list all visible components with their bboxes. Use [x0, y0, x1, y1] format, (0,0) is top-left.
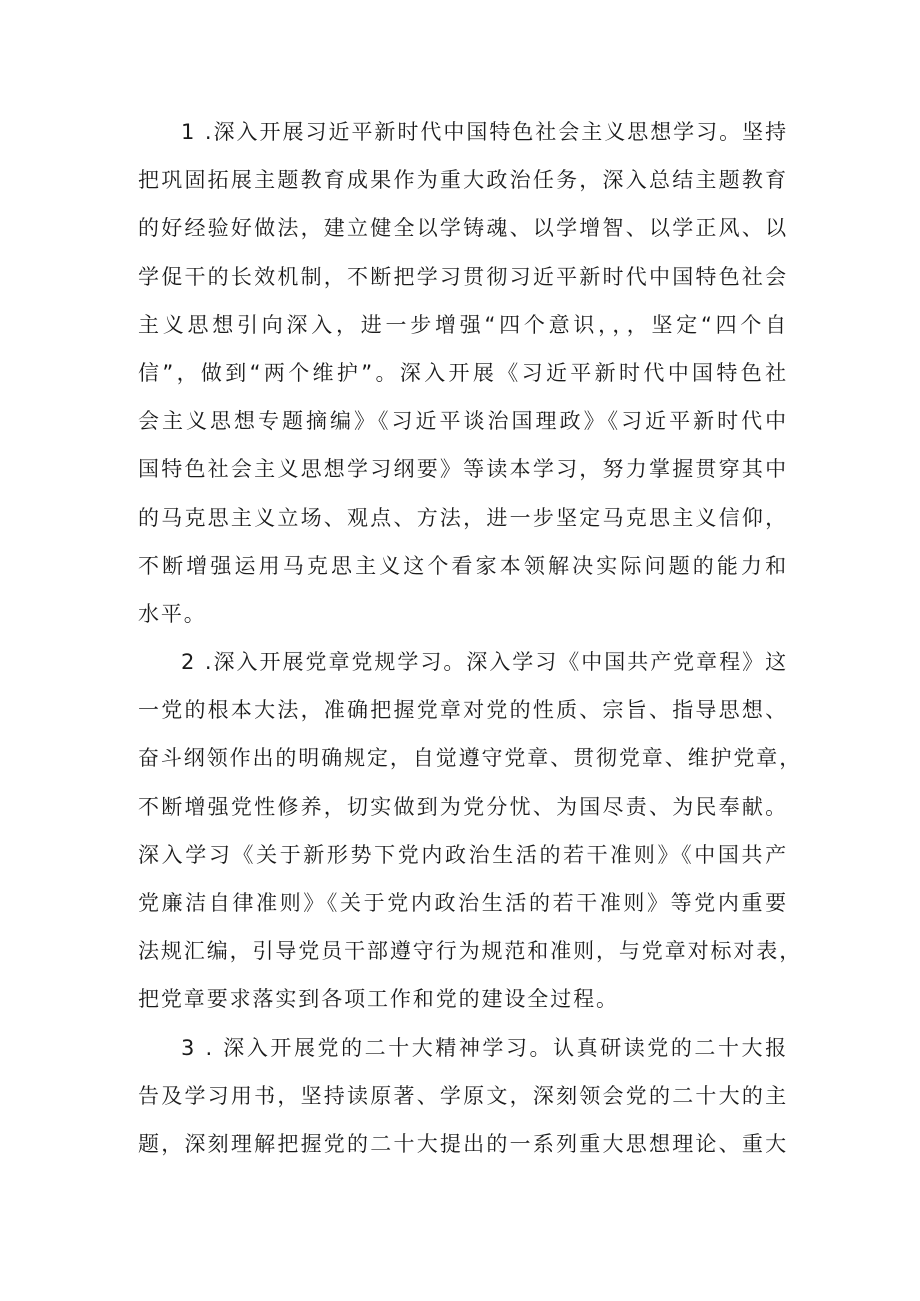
text-line: 2 .深入开展党章党规学习。深入学习《中国共产党章程》这 — [181, 650, 788, 675]
text-line: 不断增强党性修养，切实做到为党分忧、为国尽责、为民奉献。 — [138, 794, 788, 819]
text-line: 把巩固拓展主题教育成果作为重大政治任务，深入总结主题教育 — [138, 168, 788, 193]
text-line: 学促干的长效机制，不断把学习贯彻习近平新时代中国特色社会 — [138, 264, 788, 289]
text-line: 党廉洁自律准则》《关于党内政治生活的若干准则》等党内重要 — [138, 891, 788, 915]
text-line: 1 .深入开展习近平新时代中国特色社会主义思想学习。坚持 — [181, 120, 788, 144]
text-line: 把党章要求落实到各项工作和党的建设全过程。 — [138, 987, 619, 1012]
text-line: 一党的根本大法，准确把握党章对党的性质、宗旨、指导思想、 — [138, 698, 788, 723]
text-line: 不断增强运用马克思主义这个看家本领解决实际问题的能力和 — [138, 553, 788, 578]
text-line: 深入学习《关于新形势下党内政治生活的若干准则》《中国共产 — [138, 842, 788, 867]
document-body — [138, 108, 803, 1168]
text-line: 国特色社会主义思想学习纲要》等读本学习，努力掌握贯穿其中 — [138, 457, 788, 482]
text-line: 信”，做到“两个维护”。深入开展《习近平新时代中国特色社 — [138, 360, 788, 385]
paragraph-3 — [138, 1024, 788, 1169]
text-line: 奋斗纲领作出的明确规定，自觉遵守党章、贯彻党章、维护党章， — [138, 746, 803, 771]
text-line: 告及学习用书，坚持读原著、学原文，深刻领会党的二十大的主 — [138, 1083, 788, 1108]
text-line: 3 . 深入开展党的二十大精神学习。认真研读党的二十大报 — [181, 1035, 788, 1060]
text-line: 主义思想引向深入，进一步增强“四个意识，，，坚定“四个自 — [138, 312, 788, 337]
text-line: 水平。 — [138, 601, 207, 626]
text-line: 法规汇编，引导党员干部遵守行为规范和准则，与党章对标对表， — [138, 939, 803, 964]
text-line: 题，深刻理解把握党的二十大提出的一系列重大思想理论、重大 — [138, 1131, 788, 1156]
paragraph-1 — [138, 108, 788, 638]
text-line: 的好经验好做法，建立健全以学铸魂、以学增智、以学正风、以 — [138, 216, 788, 241]
text-line: 的马克思主义立场、观点、方法，进一步坚定马克思主义信仰， — [138, 505, 788, 530]
text-line: 会主义思想专题摘编》《习近平谈治国理政》《习近平新时代中 — [138, 409, 788, 434]
paragraph-2 — [138, 638, 803, 1024]
